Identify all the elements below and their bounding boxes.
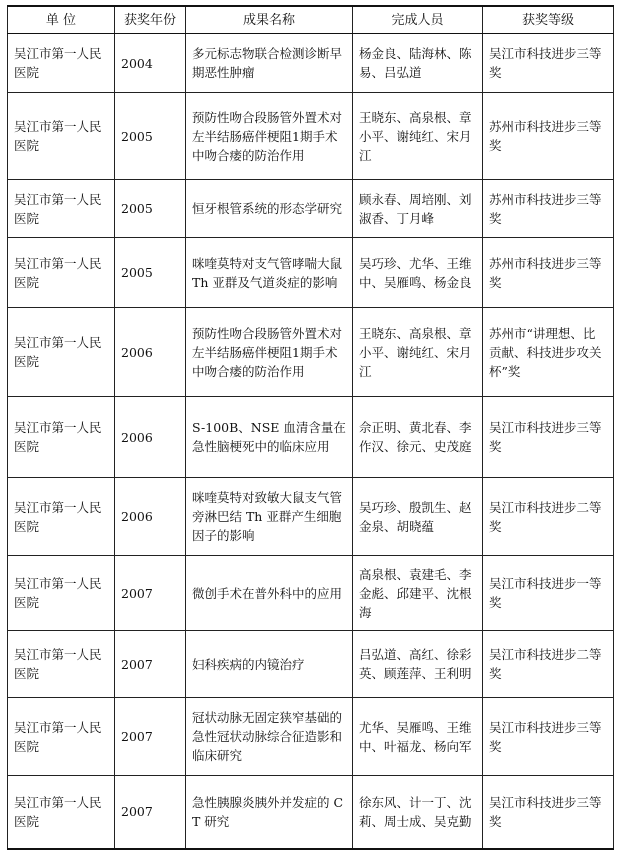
cell-title: 预防性吻合段肠管外置术对左半结肠癌伴梗阻1期手术中吻合瘘的防治作用 bbox=[186, 93, 353, 180]
header-row bbox=[8, 6, 614, 34]
cell-title: 多元标志物联合检测诊断早期恶性肿瘤 bbox=[186, 34, 353, 93]
cell-level: 苏州市科技进步三等奖 bbox=[483, 238, 614, 308]
cell-year: 2007 bbox=[115, 776, 186, 849]
cell-level: 吴江市科技进步三等奖 bbox=[483, 397, 614, 478]
cell-level: 吴江市科技进步二等奖 bbox=[483, 631, 614, 698]
cell-level: 吴江市科技进步一等奖 bbox=[483, 556, 614, 631]
table-row bbox=[8, 556, 614, 631]
cell-unit: 吴江市第一人民医院 bbox=[8, 698, 115, 776]
cell-title: 冠状动脉无固定狭窄基础的急性冠状动脉综合征造影和临床研究 bbox=[186, 698, 353, 776]
awards-table bbox=[7, 5, 614, 850]
cell-title: 预防性吻合段肠管外置术对左半结肠癌伴梗阻1期手术中吻合瘘的防治作用 bbox=[186, 308, 353, 397]
cell-people: 王晓东、高泉根、章小平、谢纯红、宋月江 bbox=[353, 308, 483, 397]
table-row bbox=[8, 238, 614, 308]
cell-year: 2007 bbox=[115, 698, 186, 776]
header-level: 获奖等级 bbox=[483, 6, 614, 34]
cell-year: 2007 bbox=[115, 556, 186, 631]
cell-year: 2006 bbox=[115, 478, 186, 556]
table-row bbox=[8, 308, 614, 397]
cell-unit: 吴江市第一人民医院 bbox=[8, 631, 115, 698]
cell-year: 2007 bbox=[115, 631, 186, 698]
cell-level: 苏州市科技进步三等奖 bbox=[483, 93, 614, 180]
cell-unit: 吴江市第一人民医院 bbox=[8, 34, 115, 93]
cell-level: 吴江市科技进步二等奖 bbox=[483, 478, 614, 556]
header-title: 成果名称 bbox=[186, 6, 353, 34]
table-header bbox=[8, 6, 614, 34]
cell-unit: 吴江市第一人民医院 bbox=[8, 308, 115, 397]
header-year: 获奖年份 bbox=[115, 6, 186, 34]
cell-unit: 吴江市第一人民医院 bbox=[8, 238, 115, 308]
cell-title: 咪喹莫特对致敏大鼠支气管旁淋巴结 Th 亚群产生细胞因子的影响 bbox=[186, 478, 353, 556]
cell-people: 高泉根、袁建毛、李金彪、邱建平、沈根海 bbox=[353, 556, 483, 631]
cell-people: 顾永春、周培刚、刘淑香、丁月峰 bbox=[353, 180, 483, 238]
cell-level: 吴江市科技进步三等奖 bbox=[483, 776, 614, 849]
cell-level: 苏州市科技进步三等奖 bbox=[483, 180, 614, 238]
cell-year: 2006 bbox=[115, 308, 186, 397]
cell-title: 妇科疾病的内镜治疗 bbox=[186, 631, 353, 698]
cell-people: 吴巧珍、殷凯生、赵金泉、胡晓蕴 bbox=[353, 478, 483, 556]
cell-year: 2005 bbox=[115, 180, 186, 238]
cell-people: 佘正明、黄北春、李作汉、徐元、史茂庭 bbox=[353, 397, 483, 478]
cell-people: 吴巧珍、尤华、王维中、吴雁鸣、杨金良 bbox=[353, 238, 483, 308]
cell-unit: 吴江市第一人民医院 bbox=[8, 776, 115, 849]
cell-unit: 吴江市第一人民医院 bbox=[8, 397, 115, 478]
cell-people: 杨金良、陆海林、陈易、吕弘道 bbox=[353, 34, 483, 93]
cell-people: 吕弘道、高红、徐彩英、顾莲萍、王利明 bbox=[353, 631, 483, 698]
cell-year: 2005 bbox=[115, 238, 186, 308]
cell-people: 王晓东、高泉根、章小平、谢纯红、宋月江 bbox=[353, 93, 483, 180]
cell-year: 2004 bbox=[115, 34, 186, 93]
table-row bbox=[8, 397, 614, 478]
cell-year: 2006 bbox=[115, 397, 186, 478]
cell-title: 恒牙根管系统的形态学研究 bbox=[186, 180, 353, 238]
table-row bbox=[8, 93, 614, 180]
table-row bbox=[8, 631, 614, 698]
cell-title: 微创手术在普外科中的应用 bbox=[186, 556, 353, 631]
table-row bbox=[8, 698, 614, 776]
table-row bbox=[8, 776, 614, 849]
cell-unit: 吴江市第一人民医院 bbox=[8, 478, 115, 556]
cell-level: 苏州市“讲理想、比贡献、科技进步攻关杯”奖 bbox=[483, 308, 614, 397]
cell-unit: 吴江市第一人民医院 bbox=[8, 556, 115, 631]
cell-title: S-100B、NSE 血清含量在急性脑梗死中的临床应用 bbox=[186, 397, 353, 478]
table-row bbox=[8, 180, 614, 238]
table-row bbox=[8, 478, 614, 556]
cell-people: 尤华、吴雁鸣、王维中、叶福龙、杨向军 bbox=[353, 698, 483, 776]
header-unit: 单 位 bbox=[8, 6, 115, 34]
cell-year: 2005 bbox=[115, 93, 186, 180]
table-row bbox=[8, 34, 614, 93]
cell-title: 急性胰腺炎胰外并发症的 CT 研究 bbox=[186, 776, 353, 849]
table-body bbox=[8, 34, 614, 849]
cell-title: 咪喹莫特对支气管哮喘大鼠 Th 亚群及气道炎症的影响 bbox=[186, 238, 353, 308]
cell-people: 徐东风、计一丁、沈莉、周士成、吴克勤 bbox=[353, 776, 483, 849]
cell-unit: 吴江市第一人民医院 bbox=[8, 93, 115, 180]
cell-level: 吴江市科技进步三等奖 bbox=[483, 698, 614, 776]
cell-unit: 吴江市第一人民医院 bbox=[8, 180, 115, 238]
header-people: 完成人员 bbox=[353, 6, 483, 34]
cell-level: 吴江市科技进步三等奖 bbox=[483, 34, 614, 93]
